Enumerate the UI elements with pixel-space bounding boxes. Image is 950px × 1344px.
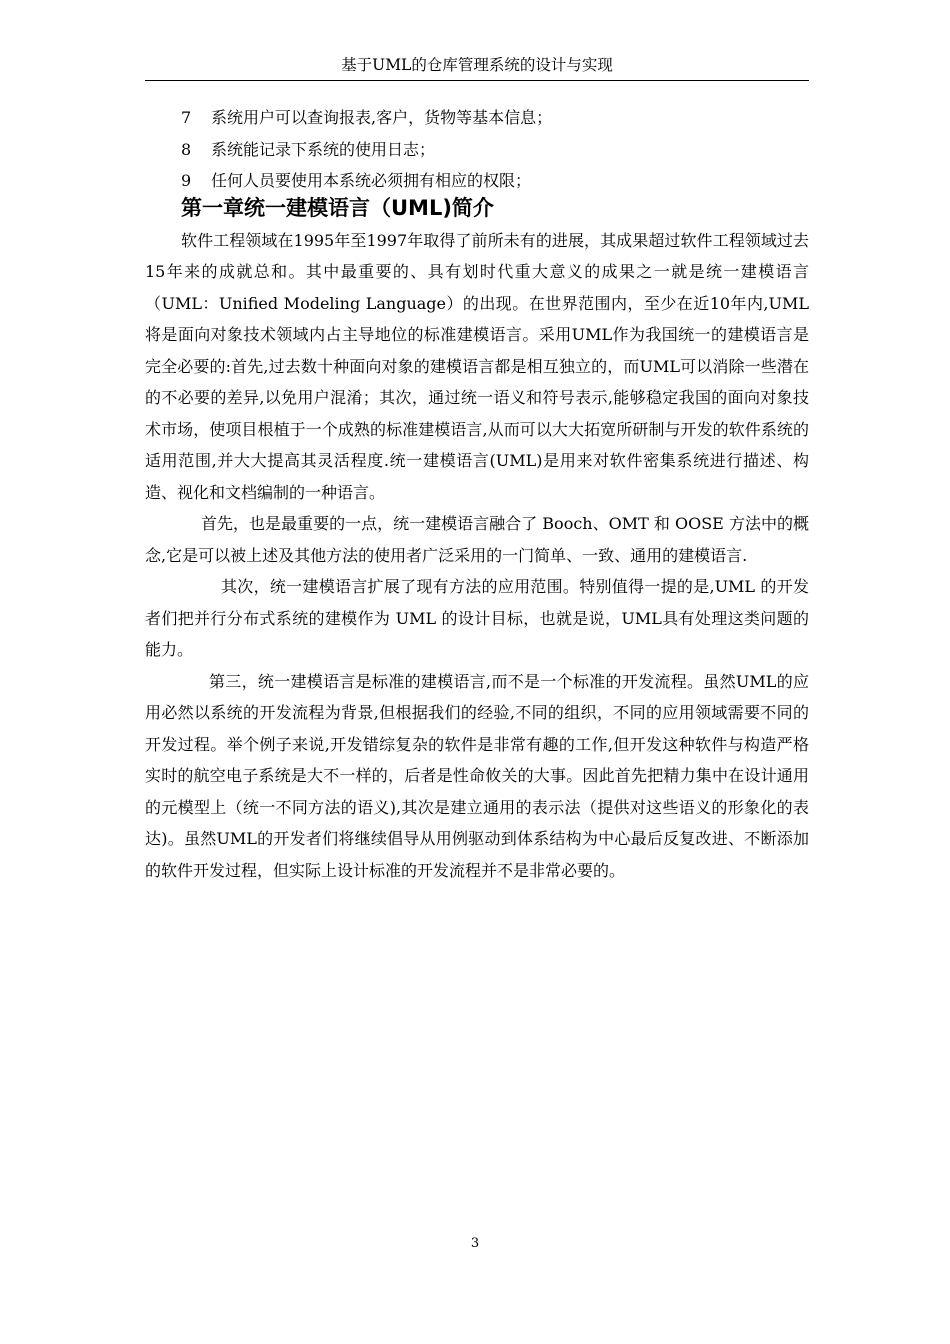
list-item-text: 系统用户可以查询报表,客户，货物等基本信息； <box>211 108 553 127</box>
list-item-text: 任何人员要使用本系统必须拥有相应的权限； <box>211 171 532 190</box>
list-item-number: 8 <box>181 139 192 159</box>
body-paragraph: 其次，统一建模语言扩展了现有方法的应用范围。特别值得一提的是,UML 的开发者们把并行分布式系统的建模作为 UML 的设计目标，也就是说，UML具有处理这类问题的能力。 <box>145 577 809 659</box>
list-item-number: 7 <box>181 108 192 127</box>
list-item-text: 系统能记录下系统的使用日志； <box>211 139 436 159</box>
body-paragraph: 首先，也是最重要的一点，统一建模语言融合了 Booch、OMT 和 OOSE 方法中的概念,它是可以被上述及其他方法的使用者广泛采用的一门简单、一致、通用的建模语言. <box>145 514 809 565</box>
list-item <box>145 102 809 134</box>
list-item-number: 9 <box>181 171 192 190</box>
body-paragraph: 软件工程领域在1995年至1997年取得了前所未有的进展，其成果超过软件工程领域过去15年来的成就总和。其中最重要的、具有划时代重大意义的成果之一就是统一建模语言（UML：Unified Modeling Language）的出现。在世界范围内，至少在近10年内,UML将是面向对象技术领域内占主导地位的标准建模语言。采用UML作为我国统一的建模语言是完全必要的:首先,过去数十种面向对象的建模语言都是相互独立的，而UML可以消除一些潜在的不必要的差异,以免用户混淆；其次，通过统一语义和符号表示,能够稳定我国的面向对象技术市场，使项目根植于一个成熟的标准建模语言,从而可以大大拓宽所研制与开发的软件系统的适用范围,并大大提高其灵活程度.统一建模语言(UML)是用来对软件密集系统进行描述、构造、视化和文档编制的一种语言。 <box>145 230 809 502</box>
header-title: 基于UML的仓库管理系统的设计与实现 <box>341 56 613 74</box>
body-paragraph: 第三，统一建模语言是标准的建模语言,而不是一个标准的开发流程。虽然UML的应用必然以系统的开发流程为背景,但根据我们的经验,不同的组织，不同的应用领域需要不同的开发过程。举个例子来说,开发错综复杂的软件是非常有趣的工作,但开发这种软件与构造严格实时的航空电子系统是大不一样的，后者是性命攸关的大事。因此首先把精力集中在设计通用的元模型上（统一不同方法的语义),其次是建立通用的表示法（提供对这些语义的形象化的表达)。虽然UML的开发者们将继续倡导从用例驱动到体系结构为中心最后反复改进、不断添加的软件开发过程，但实际上设计标准的开发流程并不是非常必要的。 <box>145 671 809 880</box>
page-number: 3 <box>470 1236 480 1251</box>
list-item <box>145 134 809 166</box>
chapter-title: 第一章统一建模语言（UML)简介 <box>181 195 494 220</box>
document-body <box>145 102 809 886</box>
page-header <box>145 52 809 81</box>
